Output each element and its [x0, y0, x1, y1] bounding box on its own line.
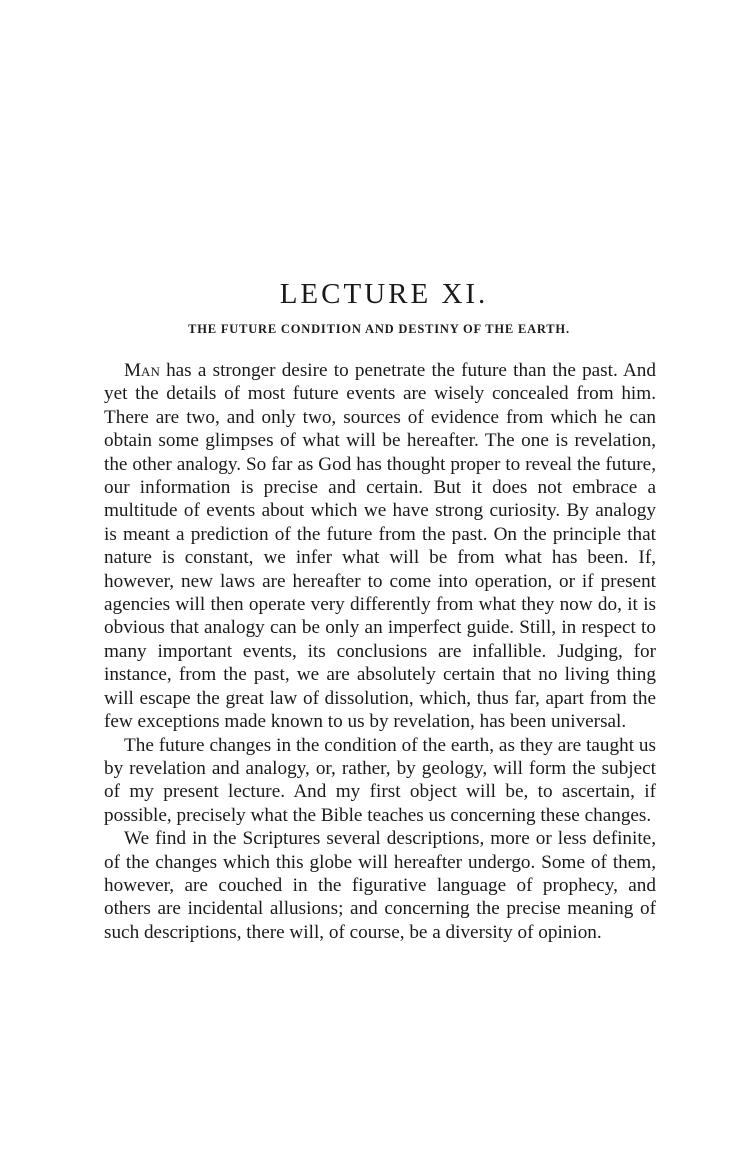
body-text: [104, 359, 656, 944]
lecture-subtitle: THE FUTURE CONDITION AND DESTINY OF THE EARTH.: [188, 322, 570, 336]
paragraph-2: [104, 734, 656, 828]
paragraph-text: has a stronger desire to penetrate the future than the past. And yet the details of most future events are wisely concealed from him. There are two, and only two, sources of evidence from which he can obtain some glimpses of what will be hereafter. The one is revelation, the other analogy. So far as God has thought proper to reveal the future, our information is precise and certain. But it does not embrace a multitude of events about which we have strong curiosity. By analogy is meant a prediction of the future from the past. On the principle that nature is constant, we infer what will be from what has been. If, however, new laws are hereafter to come into operation, or if present agencies will then operate very differently from what they now do, it is obvious that analogy can be only an imperfect guide. Still, in respect to many important events, its conclusions are infallible. Judging, for instance, from the past, we are absolutely certain that no living thing will escape the great law of dissolution, which, thus far, apart from the few exceptions made known to us by revelation, has been universal.: [104, 360, 656, 733]
paragraph-text: The future changes in the condition of the earth, as they are taught us by revelation and analogy, or, rather, by geology, will form the subject of my present lecture. And my first object will be, to ascertain, if possible, precisely what the Bible teaches us concerning these changes.: [104, 734, 656, 826]
paragraph-3: [104, 827, 656, 944]
paragraph-text: We find in the Scriptures several descriptions, more or less definite, of the changes which this globe will hereafter undergo. Some of them, however, are couched in the figurative language of prophecy, and others are incidental allusions; and concerning the precise meaning of such descriptions, there will, of course, be a diversity of opinion.: [104, 828, 656, 943]
lecture-title: LECTURE XI.: [279, 278, 489, 310]
paragraph-lead-word: Man: [124, 360, 160, 381]
paragraph-1: [104, 359, 656, 734]
